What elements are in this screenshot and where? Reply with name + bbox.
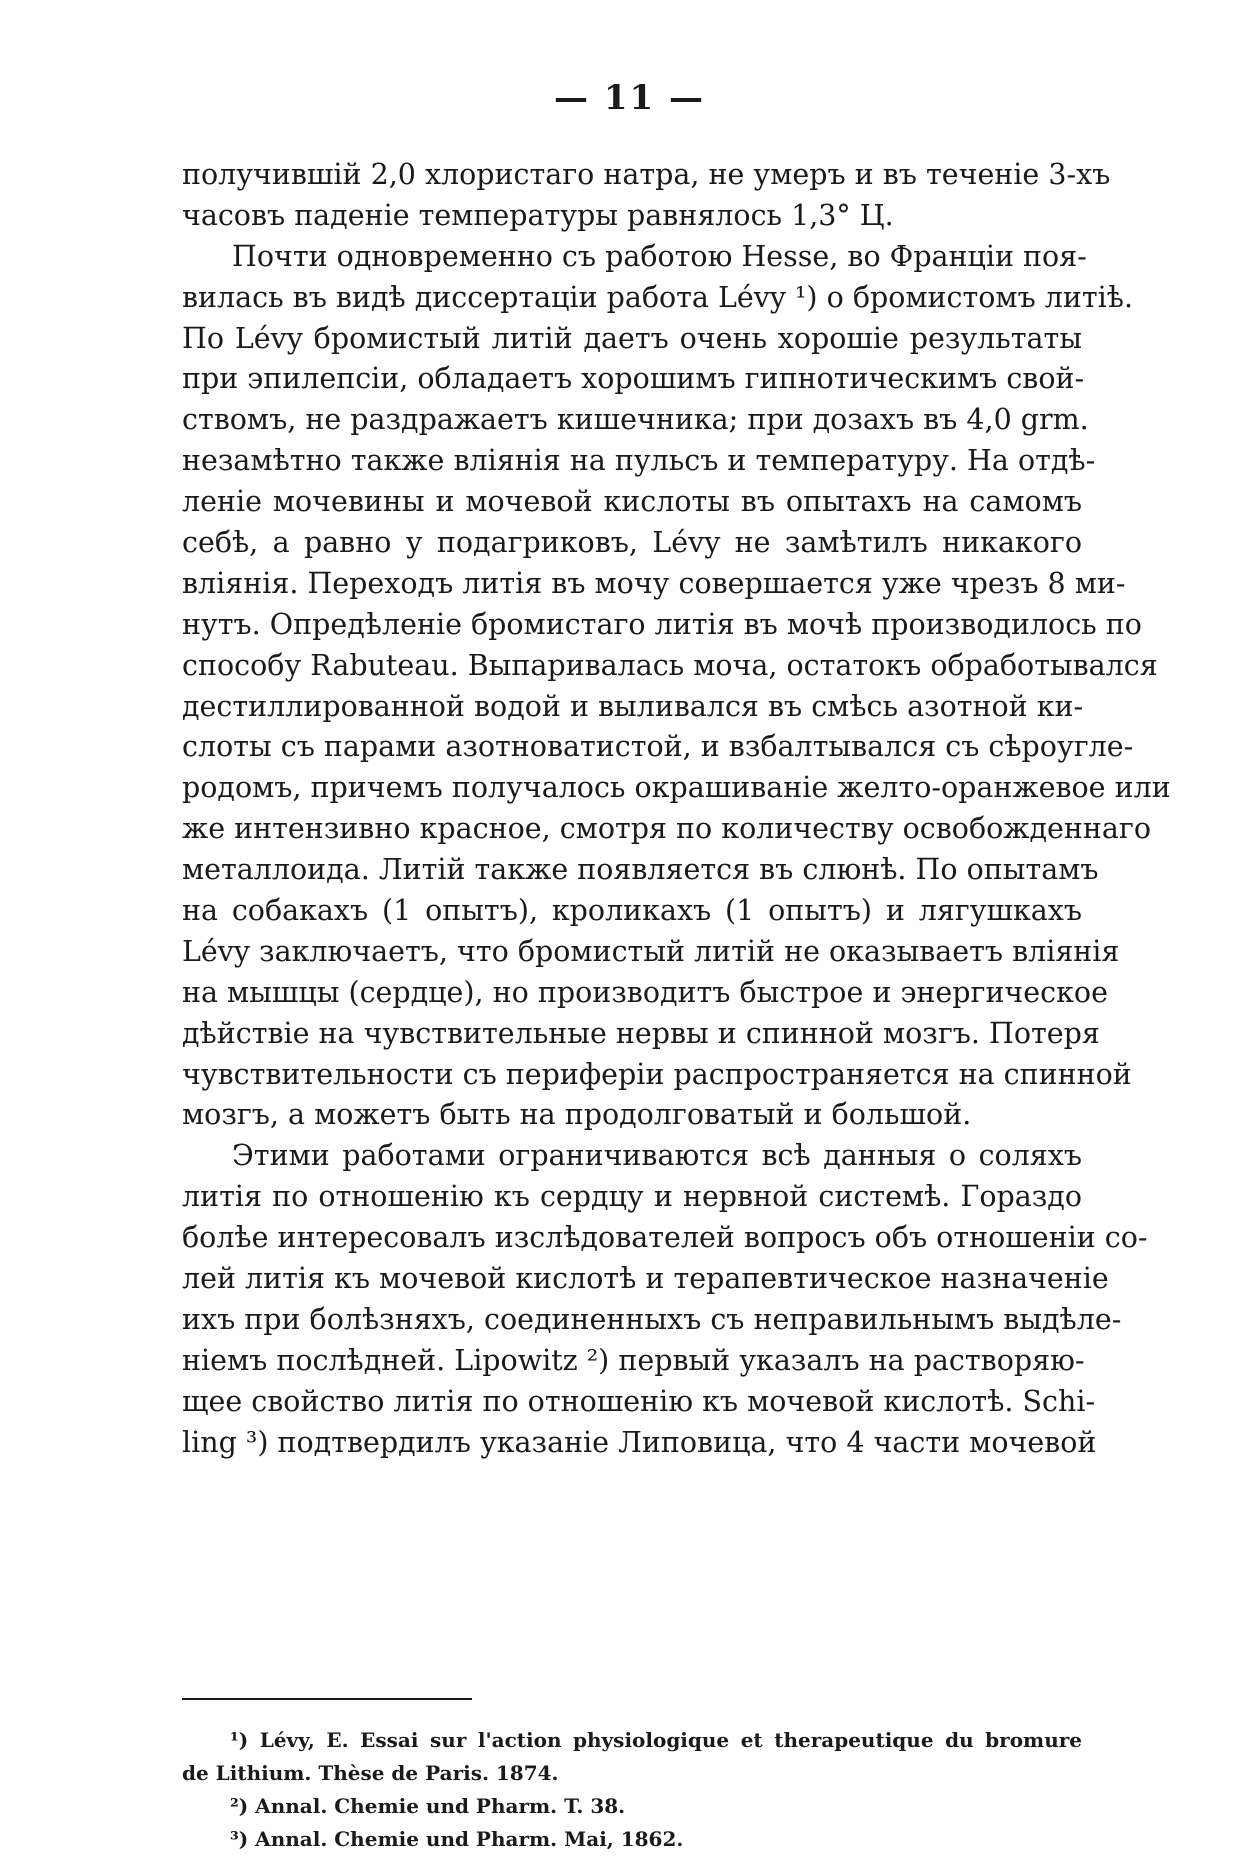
text-line: ніемъ послѣдней. Lipowitz ²) первый указалъ на растворяю- — [182, 1343, 1085, 1377]
text-line: слоты съ парами азотноватистой, и взбалтывался съ сѣроугле- — [182, 730, 1134, 764]
text-line: же интензивно красное, смотря по количеству освобожденнаго — [182, 812, 1151, 846]
text-line: Этими работами ограничиваются всѣ данныя о соляхъ — [232, 1139, 1082, 1173]
text-line: ствомъ, не раздражаетъ кишечника; при дозахъ въ 4,0 grm. — [182, 403, 1089, 437]
text-line: болѣе интересовалъ изслѣдователей вопросъ объ отношеніи со- — [182, 1221, 1148, 1255]
text-line: ихъ при болѣзняхъ, соединенныхъ съ неправильнымъ выдѣле- — [182, 1302, 1122, 1336]
text-line: на собакахъ (1 опытъ), кроликахъ (1 опытъ) и лягушкахъ — [182, 894, 1082, 928]
footnote — [182, 1823, 1082, 1856]
text-line: мозгъ, а можетъ быть на продолговатый и большой. — [182, 1098, 972, 1132]
paragraph — [182, 237, 1171, 1137]
text-line: вилась въ видѣ диссертаціи работа Lévy ¹) о бромистомъ литіѣ. — [182, 280, 1134, 314]
text-line: леніе мочевины и мочевой кислоты въ опытахъ на самомъ — [182, 485, 1082, 519]
text-line: нутъ. Опредѣленіе бромистаго литія въ мочѣ производилось по — [182, 607, 1142, 641]
paragraph — [182, 155, 1111, 237]
text-line: лей литія къ мочевой кислотѣ и терапевтическое назначеніе — [182, 1262, 1109, 1296]
text-line: дѣйствіе на чувствительные нервы и спинной мозгъ. Потеря — [182, 1016, 1100, 1050]
text-line: незамѣтно также вліянія на пульсъ и температуру. На отдѣ- — [182, 444, 1096, 478]
paragraph — [182, 1136, 1148, 1463]
text-line: щее свойство литія по отношенію къ мочевой кислотѣ. Schi- — [182, 1384, 1096, 1418]
text-line: получившій 2,0 хлористаго натра, не умеръ и въ теченіе 3-хъ — [182, 158, 1111, 191]
page-number: — 11 — — [554, 78, 705, 118]
text-line: Почти одновременно съ работою Hesse, во Франціи поя- — [232, 239, 1087, 273]
text-line: литія по отношенію къ сердцу и нервной системѣ. Гораздо — [182, 1180, 1082, 1214]
footnote-line: ²) Annal. Chemie und Pharm. T. 38. — [230, 1794, 626, 1818]
footnote-line: de Lithium. Thèse de Paris. 1874. — [182, 1761, 559, 1785]
text-line: при эпилепсіи, обладаетъ хорошимъ гипнотическимъ свой- — [182, 362, 1085, 396]
footnote — [182, 1790, 1082, 1823]
text-line: чувствительности съ периферіи распространяется на спинной — [182, 1057, 1132, 1091]
footnote-line: ¹) Lévy, E. Essai sur l'action physiologique et therapeutique du bromure — [230, 1728, 1082, 1752]
footnotes — [182, 1724, 1082, 1856]
text-line: родомъ, причемъ получалось окрашиваніе желто-оранжевое или — [182, 771, 1171, 805]
footnote — [182, 1724, 1082, 1790]
footnote-line: ³) Annal. Chemie und Pharm. Mai, 1862. — [230, 1827, 684, 1851]
text-line: дестиллированной водой и выливался въ смѣсь азотной ки- — [182, 689, 1084, 723]
text-line: способу Rabuteau. Выпаривалась моча, остатокъ обработывался — [182, 648, 1158, 682]
text-line: себѣ, а равно у подагриковъ, Lévy не замѣтилъ никакого — [182, 526, 1082, 560]
text-line: ling ³) подтвердилъ указаніе Липовица, что 4 части мочевой — [182, 1425, 1097, 1459]
text-line: металлоида. Литій также появляется въ слюнѣ. По опытамъ — [182, 853, 1099, 887]
body-text — [182, 155, 1171, 1464]
text-line: вліянія. Переходъ литія въ мочу совершается уже чрезъ 8 ми- — [182, 566, 1126, 600]
footnote-separator — [182, 1698, 472, 1700]
text-line: По Lévy бромистый литій даетъ очень хорошіе результаты — [182, 321, 1082, 355]
text-line: на мышцы (сердце), но производитъ быстрое и энергическое — [182, 975, 1108, 1009]
text-line: Lévy заключаетъ, что бромистый литій не оказываетъ вліянія — [182, 934, 1120, 968]
text-line: часовъ паденіе температуры равнялось 1,3° Ц. — [182, 198, 894, 232]
